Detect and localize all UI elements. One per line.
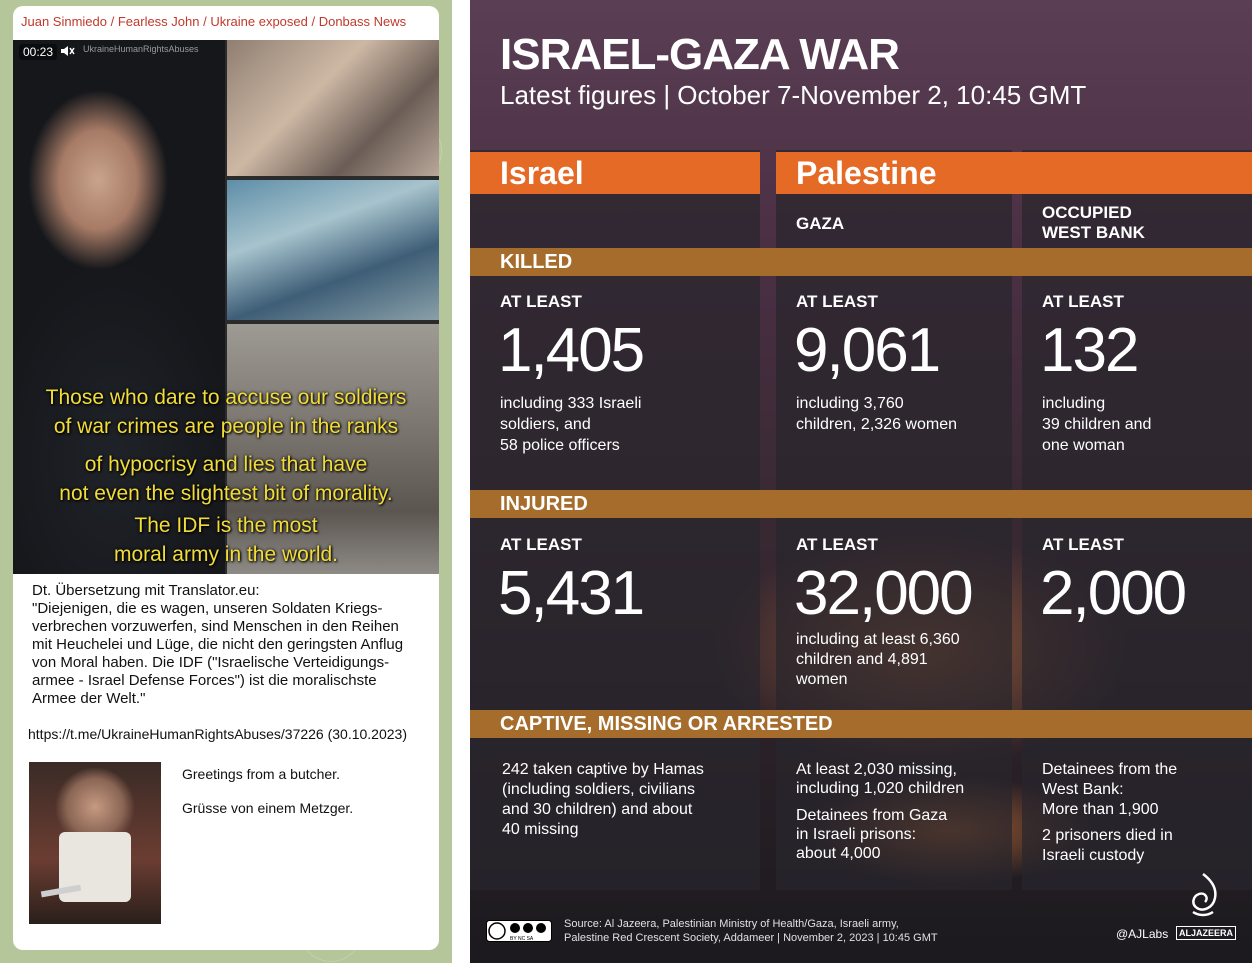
greeting-english: Greetings from a butcher.	[182, 766, 340, 782]
channel-name[interactable]: Juan Sinmiedo / Fearless John / Ukraine exposed / Donbass News	[21, 14, 407, 29]
translation-line: verbrechen vorzuwerfen, sind Menschen in den Reihen	[32, 618, 399, 635]
injured-band: INJURED	[470, 490, 1252, 518]
killed-band: KILLED	[470, 248, 1252, 276]
detail-line: including	[1042, 395, 1106, 412]
butcher-image	[29, 762, 161, 924]
detail-line: Israeli custody	[1042, 847, 1145, 864]
translation-line: mit Heuchelei und Lüge, die nicht den geringsten Anflug	[32, 636, 404, 653]
detail-line: soldiers, and	[500, 416, 591, 433]
west-bank-killed-detail	[1042, 393, 1151, 456]
detail-line: Detainees from the	[1042, 761, 1178, 778]
west-bank-injured-value: 2,000	[1040, 559, 1186, 628]
ajlabs-credit: @AJLabs	[1116, 927, 1169, 941]
subtitle-line: not even the slightest bit of morality.	[59, 482, 393, 505]
at-least-label: AT LEAST	[796, 535, 878, 554]
video-watermark: UkraineHumanRightsAbuses	[83, 44, 199, 54]
mute-icon[interactable]	[59, 43, 75, 59]
captive-band: CAPTIVE, MISSING OR ARRESTED	[470, 710, 1252, 738]
detail-line: 242 taken captive by Hamas	[502, 761, 704, 778]
footer-line: Source: Al Jazeera, Palestinian Ministry of Health/Gaza, Israeli army,	[564, 918, 899, 930]
detail-line: one woman	[1042, 437, 1125, 454]
detail-line: and 30 children) and about	[502, 801, 693, 818]
footer-line: Palestine Red Crescent Society, Addameer | November 2, 2023 | 10:45 GMT	[564, 932, 938, 944]
west-bank-killed-value: 132	[1040, 316, 1138, 385]
telegram-chat-background	[0, 0, 452, 963]
infographic-subtitle: Latest figures | October 7-November 2, 10:45 GMT	[500, 80, 1087, 110]
west-bank-captive-detail	[1042, 760, 1177, 866]
at-least-label: AT LEAST	[1042, 292, 1124, 311]
translation-line: Armee der Welt."	[32, 690, 146, 707]
gaza-header: GAZA	[796, 214, 845, 233]
detail-line: 39 children and	[1042, 416, 1152, 433]
spacer	[796, 798, 964, 806]
detail-line: children, 2,326 women	[796, 416, 957, 433]
translation-line: armee - Israel Defense Forces") ist die moralischste	[32, 672, 377, 689]
subtitle-line: The IDF is the most	[134, 514, 318, 537]
israel-header: Israel	[470, 152, 760, 194]
at-least-label: AT LEAST	[500, 292, 582, 311]
creative-commons-icon	[486, 920, 552, 942]
cc-label: BY NC SA	[510, 936, 534, 942]
gaza-captive-detail	[796, 760, 964, 863]
israel-killed-value: 1,405	[498, 316, 644, 385]
infographic-title: ISRAEL-GAZA WAR	[500, 30, 899, 79]
source-footer	[564, 917, 938, 945]
source-link[interactable]: https://t.me/UkraineHumanRightsAbuses/37226 (30.10.2023)	[28, 726, 407, 742]
detail-line: 58 police officers	[500, 437, 620, 454]
at-least-label: AT LEAST	[1042, 535, 1124, 554]
translation-text	[32, 582, 432, 708]
detail-line: including 3,760	[796, 395, 904, 412]
detail-line: about 4,000	[796, 845, 881, 862]
subtitle-line: of hypocrisy and lies that have	[84, 453, 368, 476]
detail-line: women	[796, 671, 848, 688]
at-least-label: AT LEAST	[796, 292, 878, 311]
aljazeera-wordmark: ALJAZEERA	[1176, 926, 1236, 940]
detail-line: 2 prisoners died in	[1042, 827, 1173, 844]
detail-line: 40 missing	[502, 821, 579, 838]
palestine-header: Palestine	[776, 152, 1252, 194]
aljazeera-logo-icon	[1185, 872, 1221, 922]
translation-line: von Moral haben. Die IDF ("Israelische Verteidigungs-	[32, 654, 390, 671]
israel-injured-value: 5,431	[498, 559, 644, 628]
translation-line: "Diejenigen, die es wagen, unseren Soldaten Kriegs-	[32, 600, 383, 617]
greeting-german: Grüsse von einem Metzger.	[182, 800, 354, 816]
telegram-post	[13, 6, 439, 950]
detail-line: (including soldiers, civilians	[502, 781, 695, 798]
gaza-killed-detail	[796, 393, 957, 435]
detail-line: children and 4,891	[796, 651, 928, 668]
video-photo-injured-children	[227, 40, 439, 176]
west-bank-header-line1: OCCUPIED	[1042, 203, 1132, 222]
translation-line: Dt. Übersetzung mit Translator.eu:	[32, 582, 260, 599]
at-least-label: AT LEAST	[500, 535, 582, 554]
west-bank-header-line2: WEST BANK	[1042, 223, 1145, 242]
subtitle-line: Those who dare to accuse our soldiers	[45, 386, 407, 409]
video-player[interactable]	[13, 40, 439, 574]
detail-line: in Israeli prisons:	[796, 826, 917, 843]
subtitle-line: moral army in the world.	[113, 543, 339, 566]
israel-captive-detail	[502, 760, 704, 840]
infographic	[470, 0, 1252, 963]
detail-line: including 1,020 children	[796, 780, 965, 797]
gaza-injured-value: 32,000	[794, 559, 972, 628]
detail-line: More than 1,900	[1042, 801, 1159, 818]
detail-line: including at least 6,360	[796, 631, 960, 648]
video-photo-hospital	[227, 180, 439, 320]
subtitle-line: of war crimes are people in the ranks	[53, 415, 399, 438]
detail-line: At least 2,030 missing,	[796, 761, 957, 778]
gaza-injured-detail	[796, 630, 960, 690]
israel-killed-detail	[500, 393, 641, 456]
gaza-killed-value: 9,061	[794, 316, 940, 385]
detail-line: West Bank:	[1042, 781, 1124, 798]
video-timestamp: 00:23	[19, 44, 57, 60]
detail-line: including 333 Israeli	[500, 395, 642, 412]
detail-line: Detainees from Gaza	[796, 807, 948, 824]
